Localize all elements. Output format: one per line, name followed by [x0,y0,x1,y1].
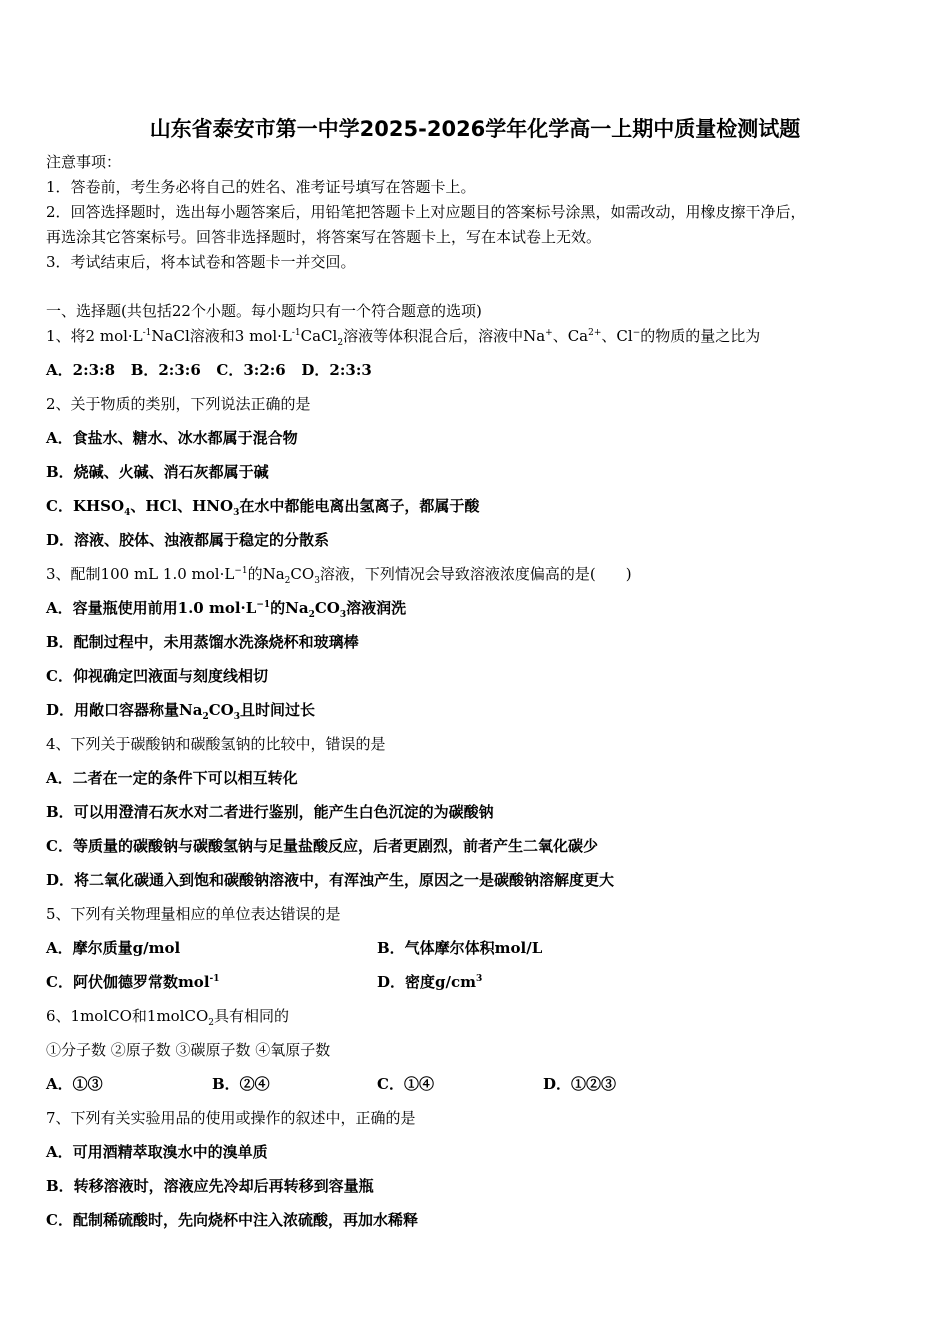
q6-option-d: D．①②③ [543,1075,617,1093]
q2-option-c: C．$KHSO_4$、HCl、$HNO_3$在水中都能电离出氢离子，都属于酸 [46,497,480,518]
q4-option-d: D．将二氧化碳通入到饱和碳酸钠溶液中，有浑浊产生，原因之一是碳酸钠溶解度更大 [46,871,615,889]
q2-option-d: D．溶液、胶体、浊液都属于稳定的分散系 [46,531,330,549]
q4-option-b: B．可以用澄清石灰水对二者进行鉴别，能产生白色沉淀的为碳酸钠 [46,803,494,821]
q3-stem: 3、配制100 mL 1.0 $mol\cdot L^{-1}$的$Na_2CO_3$溶液，下列情况会导致溶液浓度偏高的是( ) [46,565,632,586]
q6-stem: 6、1molCO和1molCO$_2$具有相同的 [46,1007,290,1028]
q5-option-c: C．阿伏伽德罗常数mol$^{-1}$ [46,973,220,991]
q2-stem: 2、关于物质的类别，下列说法正确的是 [46,395,311,413]
notice-item-1: 1．答卷前，考生务必将自己的姓名、准考证号填写在答题卡上。 [46,178,476,196]
q1-stem: 1、将2 $mol\cdot L^{-1}NaCl$溶液和3 $mol\cdot L^{-1}CaCl_2$溶液等体积混合后，溶液中Na+、$Ca^{2+}$、Cl−的物质的量之比为 [46,327,761,348]
notice-heading: 注意事项： [46,153,122,171]
notice-item-3: 3．考试结束后，将本试卷和答题卡一并交回。 [46,253,356,271]
q5-option-d: D．密度$g/cm^3$ [377,973,483,991]
notice-item-2: 2．回答选择题时，选出每小题答案后，用铅笔把答题卡上对应题目的答案标号涂黑，如需改动，用橡皮擦干净后， [46,203,806,221]
section-heading: 一、选择题(共包括22个小题。每小题均只有一个符合题意的选项) [46,302,482,320]
page-title: 山东省泰安市第一中学2025-2026学年化学高一上期中质量检测试题 [149,117,801,141]
q6-items: ①分子数 ②原子数 ③碳原子数 ④氧原子数 [46,1041,331,1059]
q2-option-b: B．烧碱、火碱、消石灰都属于碱 [46,463,269,481]
q3-option-a: A．容量瓶使用前用1.0 $mol\cdot L^{-1}$的$Na_2CO_3$溶液润洗 [46,599,407,620]
notice-item-2-cont: 再选涂其它答案标号。回答非选择题时，将答案写在答题卡上，写在本试卷上无效。 [46,228,602,246]
q5-option-a: A．摩尔质量g/mol [46,939,181,957]
q3-option-d: D．用敞口容器称量$Na_2CO_3$且时间过长 [46,701,316,722]
q6-option-a: A．①③ [46,1075,103,1093]
q7-stem: 7、下列有关实验用品的使用或操作的叙述中，正确的是 [46,1109,416,1127]
q3-option-c: C．仰视确定凹液面与刻度线相切 [46,667,268,685]
q6-option-c: C．①④ [377,1075,434,1093]
q5-option-b: B．气体摩尔体积mol/L [377,939,543,957]
q4-option-c: C．等质量的碳酸钠与碳酸氢钠与足量盐酸反应，后者更剧烈，前者产生二氧化碳少 [46,837,598,855]
q4-option-a: A．二者在一定的条件下可以相互转化 [46,769,298,787]
q3-option-b: B．配制过程中，未用蒸馏水洗涤烧杯和玻璃棒 [46,633,359,651]
q4-stem: 4、下列关于碳酸钠和碳酸氢钠的比较中，错误的是 [46,735,386,753]
q7-option-a: A．可用酒精萃取溴水中的溴单质 [46,1143,268,1161]
q7-option-b: B．转移溶液时，溶液应先冷却后再转移到容量瓶 [46,1177,374,1195]
q6-option-b: B．②④ [212,1075,270,1093]
q1-options: A．2:3:8 B．2:3:6 C．3:2:6 D．2:3:3 [46,361,372,379]
q7-option-c: C．配制稀硫酸时，先向烧杯中注入浓硫酸，再加水稀释 [46,1211,418,1229]
q5-stem: 5、下列有关物理量相应的单位表达错误的是 [46,905,341,923]
q2-option-a: A．食盐水、糖水、冰水都属于混合物 [46,429,298,447]
